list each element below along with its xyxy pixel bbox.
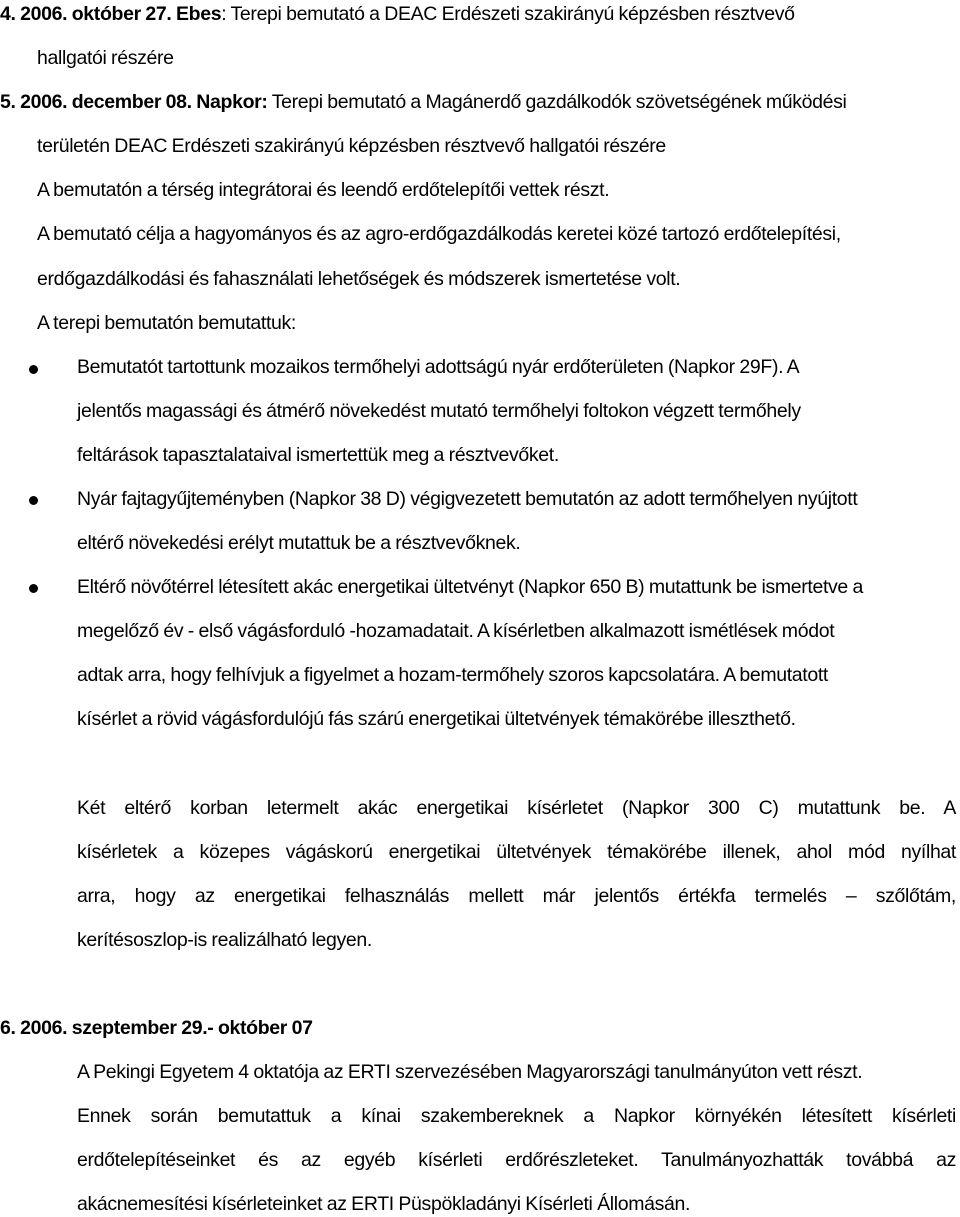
item-4-line-1 bbox=[0, 1, 795, 27]
bullet-2-line-2: eltérő növekedési erélyt mutattuk be a résztvevőknek. bbox=[77, 532, 521, 554]
item-5-line-5: erdőgazdálkodási és fahasználati lehetőségek és módszerek ismertetése volt. bbox=[37, 268, 681, 290]
bullet-1-line-3: feltárások tapasztalataival ismertettük meg a résztvevőket. bbox=[77, 444, 559, 466]
bullet-1-line-1: Bemutatót tartottunk mozaikos termőhelyi adottságú nyár erdőterületen (Napkor 29F). A bbox=[77, 356, 800, 378]
item-4-date: 4. 2006. október 27. bbox=[0, 3, 172, 25]
item-5-line-4: A bemutató célja a hagyományos és az agro-erdőgazdálkodás keretei közé tartozó erdőtelepítési, bbox=[37, 223, 841, 245]
item-6-line-2: Ennek során bemutattuk a kínai szakembereknek a Napkor környékén létesített kísérleti bbox=[77, 1105, 956, 1127]
item-4-sep: : bbox=[221, 3, 227, 25]
item-5-date: 5. 2006. december 08. bbox=[0, 91, 192, 113]
item-6-heading bbox=[0, 1015, 313, 1041]
item-6-number: 6. bbox=[0, 1017, 16, 1039]
bullet-2-line-1: Nyár fajtagyűjteményben (Napkor 38 D) végigvezetett bemutatón az adott termőhelyen nyújtott bbox=[77, 488, 858, 510]
item-5-place: Napkor: bbox=[196, 91, 268, 113]
bullet-3-line-2: megelőző év - első vágásforduló -hozamadatait. A kísérletben alkalmazott ismétlések módot bbox=[77, 620, 835, 642]
paragraph-line-4: kerítésoszlop-is realizálható legyen. bbox=[77, 929, 372, 951]
bullet-1-line-2: jelentős magassági és átmérő növekedést mutató termőhelyi foltokon végzett termőhely bbox=[77, 400, 801, 422]
item-6-date: 2006. szeptember 29.- október 07 bbox=[15, 1017, 313, 1039]
item-4-title: Terepi bemutató a DEAC Erdészeti szakirányú képzésben résztvevő bbox=[226, 3, 795, 25]
paragraph-line-2: kísérletek a közepes vágáskorú energetikai ültetvények témakörébe illenek, ahol mód nyílhat bbox=[77, 841, 956, 863]
item-5-line-6: A terepi bemutatón bemutattuk: bbox=[37, 312, 297, 334]
paragraph-line-3: arra, hogy az energetikai felhasználás mellett már jelentős értékfa termelés – szőlőtám, bbox=[77, 885, 956, 907]
item-4-place: Ebes bbox=[176, 3, 222, 25]
item-5-line-1 bbox=[0, 89, 847, 115]
item-5-line-2: területén DEAC Erdészeti szakirányú képzésben résztvevő hallgatói részére bbox=[37, 135, 666, 157]
item-6-line-4: akácnemesítési kísérleteinket az ERTI Püspökladányi Kísérleti Állomásán. bbox=[77, 1193, 691, 1215]
bullet-3-line-4: kísérlet a rövid vágásfordulójú fás szárú energetikai ültetvények témakörébe illeszthető. bbox=[77, 708, 796, 730]
bullet-1-dot bbox=[29, 365, 38, 374]
paragraph-line-1: Két eltérő korban letermelt akác energetikai kísérletet (Napkor 300 C) mutattunk be. A bbox=[77, 797, 956, 819]
item-5-line-3: A bemutatón a térség integrátorai és leendő erdőtelepítői vettek részt. bbox=[37, 179, 610, 201]
item-4-line-2: hallgatói részére bbox=[37, 47, 174, 69]
item-5-title: Terepi bemutató a Magánerdő gazdálkodók szövetségének működési bbox=[267, 91, 847, 113]
bullet-3-line-1: Eltérő növőtérrel létesített akác energetikai ültetvényt (Napkor 650 B) mutattunk be ismertetve a bbox=[77, 576, 863, 598]
bullet-3-line-3: adtak arra, hogy felhívjuk a figyelmet a hozam-termőhely szoros kapcsolatára. A bemutatott bbox=[77, 664, 828, 686]
bullet-2-dot bbox=[29, 496, 38, 505]
item-6-line-3: erdőtelepítéseinket és az egyéb kísérleti erdőrészleteket. Tanulmányozhatták továbbá az bbox=[77, 1149, 956, 1171]
bullet-3-dot bbox=[29, 584, 38, 593]
item-6-line-1: A Pekingi Egyetem 4 oktatója az ERTI szervezésében Magyarországi tanulmányúton vett részt. bbox=[77, 1061, 863, 1083]
